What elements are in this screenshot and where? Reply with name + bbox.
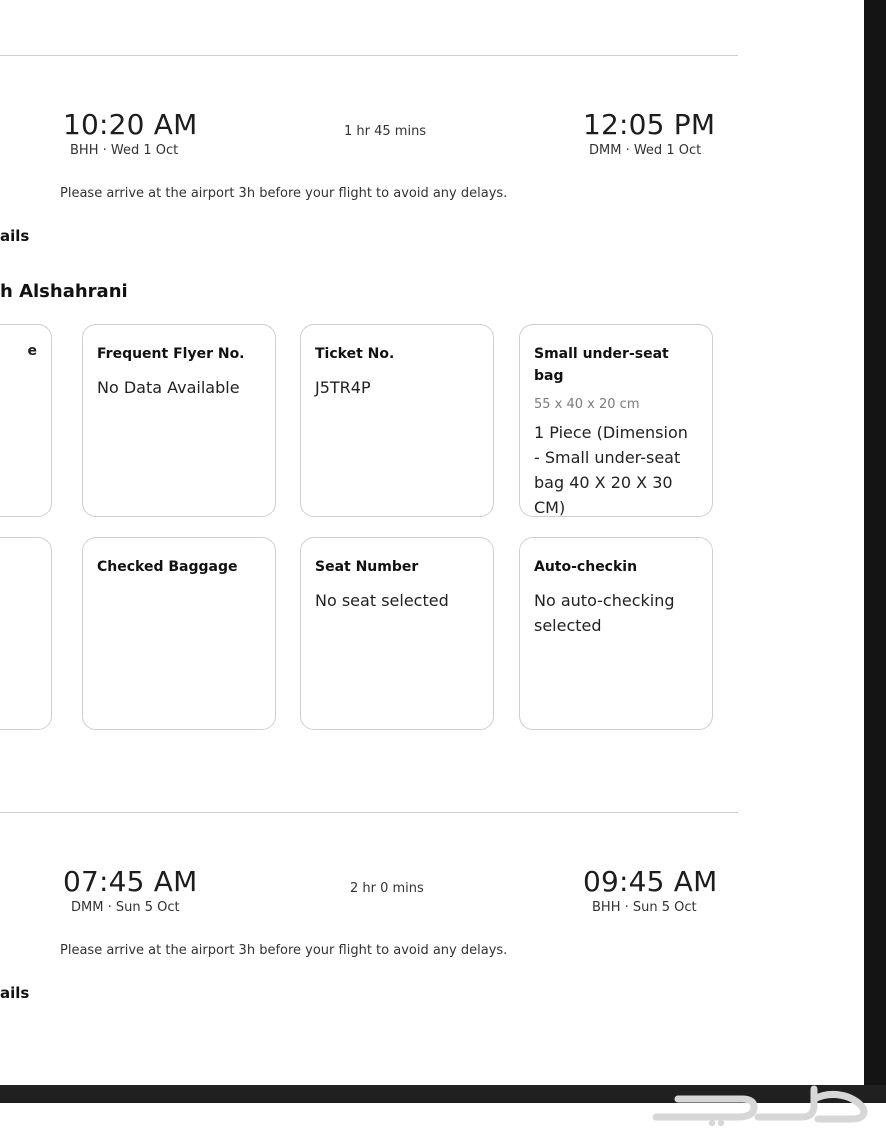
arrival-time: 09:45 AM — [583, 865, 718, 898]
departure-airport-date: DMM · Sun 5 Oct — [71, 900, 180, 915]
card-title: Small under-seat bag — [534, 346, 669, 384]
card-value: No seat selected — [315, 591, 449, 610]
departure-time: 07:45 AM — [63, 865, 198, 898]
arrival-time: 12:05 PM — [583, 108, 716, 141]
card-title: Seat Number — [315, 559, 419, 575]
section-divider — [0, 55, 738, 56]
ticket-number-card — [300, 324, 494, 517]
flight-details-toggle[interactable]: ails — [0, 227, 30, 245]
card-title: Ticket No. — [315, 346, 395, 362]
seat-number-card — [300, 537, 494, 730]
card-value: J5TR4P — [315, 378, 371, 397]
card-value: 1 Piece (Dimension - Small under-seat bag 40 X 20 X 30 CM) — [534, 423, 688, 517]
passenger-info-card — [0, 324, 52, 517]
airport-arrival-notice: Please arrive at the airport 3h before your flight to avoid any delays. — [60, 186, 508, 201]
card-title: Frequent Flyer No. — [97, 346, 245, 362]
bag-dimension: 55 x 40 x 20 cm — [534, 397, 640, 412]
arrival-airport-date: DMM · Wed 1 Oct — [589, 143, 702, 158]
checked-baggage-card — [82, 537, 276, 730]
frequent-flyer-card — [82, 324, 276, 517]
departure-time: 10:20 AM — [63, 108, 198, 141]
passenger-info-card — [0, 537, 52, 730]
passenger-name: h Alshahrani — [0, 281, 128, 302]
departure-airport-date: BHH · Wed 1 Oct — [70, 143, 179, 158]
flight-duration: 1 hr 45 mins — [344, 124, 427, 139]
small-bag-card — [519, 324, 713, 517]
arrival-airport-date: BHH · Sun 5 Oct — [592, 900, 697, 915]
section-divider — [0, 812, 738, 813]
auto-checkin-card — [519, 537, 713, 730]
card-value: No Data Available — [97, 378, 240, 397]
card-title: e — [27, 343, 37, 359]
haraj-watermark-icon — [650, 1081, 870, 1129]
flight-duration: 2 hr 0 mins — [350, 881, 424, 896]
flight-details-toggle[interactable]: ails — [0, 984, 30, 1002]
card-title: Auto-checkin — [534, 559, 638, 575]
card-title: Checked Baggage — [97, 559, 238, 575]
airport-arrival-notice: Please arrive at the airport 3h before your flight to avoid any delays. — [60, 943, 508, 958]
scrollbar[interactable] — [864, 0, 886, 1085]
card-value: No auto-checking selected — [534, 591, 675, 635]
